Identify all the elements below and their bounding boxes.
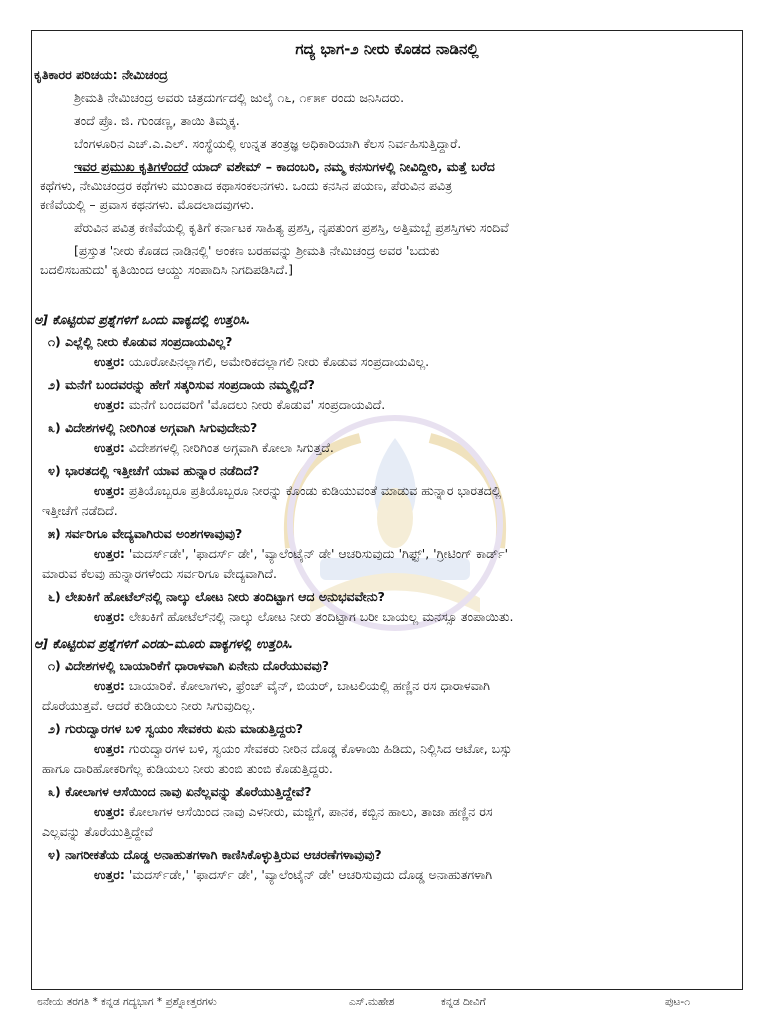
answer-label: ಉತ್ತರ: [94, 440, 125, 455]
source-note-line-1: [ಪ್ರಸ್ತುತ 'ನೀರು ಕೊಡದ ನಾಡಿನಲ್ಲಿ' ಅಂಕಣ ಬರಹವನ್ನು ಶ್ರೀಮತಿ ನೇಮಿಚಂದ್ರ ಅವರ 'ಬದುಕು [74, 243, 440, 258]
question-text: ೪) ಭಾರತದಲ್ಲಿ ಇತ್ತೀಚೆಗೆ ಯಾವ ಹುನ್ನಾರ ನಡೆದಿದೆ? [48, 463, 260, 478]
answer-continuation: ಎಲ್ಲವನ್ನು ತೊರೆಯುತ್ತಿದ್ದೇವೆ [42, 824, 153, 839]
answer-continuation: ಹಾಗೂ ದಾರಿಹೋಕರಿಗೆಲ್ಲ ಕುಡಿಯಲು ನೀರು ತುಂಬಿ ತುಂಬಿ ಕೊಡುತ್ತಿದ್ದರು. [42, 761, 333, 776]
answer-line [34, 866, 740, 884]
author-parents: ತಂದೆ ಪ್ರೊ. ಜಿ. ಗುಂಡಣ್ಣ, ತಾಯಿ ತಿಮ್ಮಕ್ಕ. [74, 113, 240, 128]
author-works-label: ಇವರ ಪ್ರಮುಖ ಕೃತಿಗಳೆಂದರೆ [74, 159, 189, 174]
answer-line [34, 396, 740, 414]
question-text: ೨) ಮನೆಗೆ ಬಂದವರನ್ನು ಹೇಗೆ ಸತ್ಕರಿಸುವ ಸಂಪ್ರದಾಯ ನಮ್ಮಲ್ಲಿದೆ? [48, 377, 315, 392]
answer-line [34, 545, 740, 563]
answer-line [34, 439, 740, 457]
section-a-question-2 [34, 377, 740, 414]
answer-text: ಬಾಯಾರಿಕೆ. ಕೋಲಾಗಳು, ಫ್ರೆಂಚ್ ವೈನ್, ಬಿಯರ್, ಬಾಟಲಿಯಲ್ಲಿ ಹಣ್ಣಿನ ರಸ ಧಾರಾಳವಾಗಿ [128, 678, 490, 693]
answer-label: ಉತ್ತರ: [94, 546, 125, 561]
question-text: ೩) ಕೋಲಾಗಳ ಆಸೆಯಿಂದ ನಾವು ಏನೆಲ್ಲವನ್ನು ತೊರೆಯುತ್ತಿದ್ದೇವೆ? [48, 784, 312, 799]
section-a-question-5 [34, 526, 740, 583]
answer-label: ಉತ್ತರ: [94, 741, 125, 756]
author-intro-heading-line [34, 66, 740, 83]
author-award: ಪೆರುವಿನ ಪವಿತ್ರ ಕಣಿವೆಯಲ್ಲಿ ಕೃತಿಗೆ ಕರ್ನಾಟಕ ಸಾಹಿತ್ಯ ಪ್ರಶಸ್ತಿ, ನೃಪತುಂಗ ಪ್ರಶಸ್ತಿ, ಅತ್ತಿಮಬ್ಬೆ ಪ್ರಶಸ್ತಿಗಳು ಸಂದಿವೆ [74, 220, 509, 235]
section-b-question-2 [34, 721, 740, 778]
answer-continuation: ಇತ್ತೀಚೆಗೆ ನಡೆದಿದೆ. [42, 503, 118, 518]
answer-text: ಯೂರೋಪಿನಲ್ಲಾಗಲಿ, ಅಮೇರಿಕದಲ್ಲಾಗಲಿ ನೀರು ಕೊಡುವ ಸಂಪ್ರದಾಯವಿಲ್ಲ. [128, 354, 430, 369]
answer-label: ಉತ್ತರ: [94, 867, 125, 882]
question-text: ೫) ಸರ್ವರಿಗೂ ವೇದ್ಯವಾಗಿರುವ ಅಂಶಗಳಾವುವು? [48, 526, 243, 541]
answer-line [34, 608, 740, 626]
question-text: ೧) ಎಲ್ಲೆಲ್ಲಿ ನೀರು ಕೊಡುವ ಸಂಪ್ರದಾಯವಿಲ್ಲ? [48, 334, 233, 349]
section-b-question-3 [34, 784, 740, 841]
section-a-question-6 [34, 589, 740, 626]
footer-page-number: ಪುಟ-೧ [665, 996, 691, 1008]
question-text: ೩) ವಿದೇಶಗಳಲ್ಲಿ ನೀರಿಗಿಂತ ಅಗ್ಗವಾಗಿ ಸಿಗುವುದೇನು? [48, 420, 258, 435]
section-a-question-3 [34, 420, 740, 457]
answer-label: ಉತ್ತರ: [94, 354, 125, 369]
answer-text: ಗುರುದ್ವಾರಗಳ ಬಳಿ, ಸ್ವಯಂ ಸೇವಕರು ನೀರಿನ ದೊಡ್ಡ ಕೊಳಾಯಿ ಹಿಡಿದು, ನಿಲ್ಲಿಸಿದ ಆಟೋ, ಬಸ್ಸು [128, 741, 512, 756]
answer-text: ಲೇಖಕಿಗೆ ಹೋಟೆಲ್‌ನಲ್ಲಿ ನಾಲ್ಕು ಲೋಟ ನೀರು ತಂದಿಟ್ಟಾಗ ಬರೀ ಬಾಯಲ್ಲ ಮನಸ್ಸೂ ತಂಪಾಯಿತು. [128, 609, 514, 624]
answer-text: ಕೋಲಾಗಳ ಆಸೆಯಿಂದ ನಾವು ಎಳನೀರು, ಮಜ್ಜಿಗೆ, ಪಾನಕ, ಕಬ್ಬಿನ ಹಾಲು, ತಾಜಾ ಹಣ್ಣಿನ ರಸ [128, 804, 493, 819]
document-body [34, 36, 740, 888]
answer-label: ಉತ್ತರ: [94, 678, 125, 693]
answer-line [34, 353, 740, 371]
question-text: ೬) ಲೇಖಕಿಗೆ ಹೋಟೆಲ್‌ನಲ್ಲಿ ನಾಲ್ಕು ಲೋಟ ನೀರು ತಂದಿಟ್ಟಾಗ ಆದ ಅನುಭವವೇನು? [48, 589, 385, 604]
section-b-question-1 [34, 658, 740, 715]
answer-line [34, 740, 740, 758]
author-name: ನೇಮಿಚಂದ್ರ [122, 67, 168, 82]
answer-text: 'ಮದರ್ಸ್‌ಡೇ,' 'ಫಾದರ್ಸ್ ಡೇ', 'ವ್ಯಾಲೆಂಟೈನ್ ಡೇ' ಆಚರಿಸುವುದು ದೊಡ್ಡ ಅನಾಹುತಗಳಾಗಿ [128, 867, 493, 882]
author-intro-heading: ಕೃತಿಕಾರರ ಪರಿಚಯ: [34, 67, 118, 82]
question-text: ೪) ನಾಗರೀಕತೆಯ ದೊಡ್ಡ ಅನಾಹುತಗಳಾಗಿ ಕಾಣಿಸಿಕೊಳ್ಳುತ್ತಿರುವ ಆಚರಣೆಗಳಾವುವು? [48, 847, 382, 862]
answer-label: ಉತ್ತರ: [94, 609, 125, 624]
footer-class-info: ೮ನೇಯ ತರಗತಿ * ಕನ್ನಡ ಗದ್ಯಭಾಗ * ಪ್ರಶ್ನೋತ್ತರಗಳು [37, 996, 217, 1008]
answer-continuation: ಮಾರುವ ಕೆಲವು ಹುನ್ನಾರಗಳೆಂದು ಸರ್ವರಿಗೂ ವೇದ್ಯವಾಗಿದೆ. [42, 566, 277, 581]
answer-text: ವಿದೇಶಗಳಲ್ಲಿ ನೀರಿಗಿಂತ ಅಗ್ಗವಾಗಿ ಕೋಲಾ ಸಿಗುತ್ತದೆ. [128, 440, 334, 455]
author-birth: ಶ್ರೀಮತಿ ನೇಮಿಚಂದ್ರ ಅವರು ಚಿತ್ರದುರ್ಗದಲ್ಲಿ ಜುಲೈ ೧೬, ೧೯೫೯ ರಂದು ಜನಿಸಿದರು. [74, 90, 405, 105]
answer-text: ಪ್ರತಿಯೊಬ್ಬರೂ ಪ್ರತಿಯೊಬ್ಬರೂ ನೀರನ್ನು ಕೊಂಡು ಕುಡಿಯುವಂತೆ ಮಾಡುವ ಹುನ್ನಾರ ಭಾರತದಲ್ಲಿ [128, 483, 502, 498]
answer-line [34, 803, 740, 821]
section-b-question-4 [34, 847, 740, 884]
page-footer [31, 992, 743, 1016]
source-note-line-2: ಬದಲಿಸಬಹುದು' ಕೃತಿಯಿಂದ ಆಯ್ದು ಸಂಪಾದಿಸಿ ನಿಗದಿಪಡಿಸಿದೆ.] [40, 262, 293, 277]
answer-label: ಉತ್ತರ: [94, 804, 125, 819]
answer-text: ಮನೆಗೆ ಬಂದವರಿಗೆ 'ಮೊದಲು ನೀರು ಕೊಡುವ' ಸಂಪ್ರದಾಯವಿದೆ. [128, 397, 386, 412]
section-b-heading: ಆ] ಕೊಟ್ಟಿರುವ ಪ್ರಶ್ನೆಗಳಿಗೆ ಎರಡು–ಮೂರು ವಾಕ್ಯಗಳಲ್ಲಿ ಉತ್ತರಿಸಿ. [34, 636, 294, 651]
section-a-question-4 [34, 463, 740, 520]
author-works-text-1: ಯಾದ್ ವಶೇಮ್ – ಕಾದಂಬರಿ, ನಮ್ಮ ಕನಸುಗಳಲ್ಲಿ ನೀವಿದ್ದೀರಿ, ಮತ್ತೆ ಬರೆದ [192, 159, 495, 174]
answer-label: ಉತ್ತರ: [94, 397, 125, 412]
question-text: ೨) ಗುರುದ್ವಾರಗಳ ಬಳಿ ಸ್ವಯಂ ಸೇವಕರು ಏನು ಮಾಡುತ್ತಿದ್ದರು? [48, 721, 304, 736]
section-a-heading: ಅ] ಕೊಟ್ಟಿರುವ ಪ್ರಶ್ನೆಗಳಿಗೆ ಒಂದು ವಾಕ್ಯದಲ್ಲಿ ಉತ್ತರಿಸಿ. [34, 312, 251, 327]
answer-label: ಉತ್ತರ: [94, 483, 125, 498]
section-a-question-1 [34, 334, 740, 371]
answer-line [34, 482, 740, 500]
footer-brand: ಕನ್ನಡ ದೀವಿಗೆ [441, 996, 486, 1008]
footer-author: ಎಸ್.ಮಹೇಶ [349, 996, 395, 1008]
author-job: ಬೆಂಗಳೂರಿನ ಎಚ್.ಎ.ಎಲ್. ಸಂಸ್ಥೆಯಲ್ಲಿ ಉನ್ನತ ತಂತ್ರಜ್ಞ ಅಧಿಕಾರಿಯಾಗಿ ಕೆಲಸ ನಿರ್ವಹಿಸುತ್ತಿದ್ದಾರೆ. [74, 136, 462, 151]
lesson-title: ಗದ್ಯ ಭಾಗ-೨ ನೀರು ಕೊಡದ ನಾಡಿನಲ್ಲಿ [295, 40, 479, 58]
author-works-line-2: ಕಥೆಗಳು, ನೇಮಿಚಂದ್ರರ ಕಥೆಗಳು ಮುಂತಾದ ಕಥಾಸಂಕಲನಗಳು. ಒಂದು ಕನಸಿನ ಪಯಣ, ಪೆರುವಿನ ಪವಿತ್ರ [40, 178, 453, 193]
author-works-line-1 [34, 158, 740, 175]
answer-continuation: ದೊರೆಯುತ್ತವೆ. ಆದರೆ ಕುಡಿಯಲು ನೀರು ಸಿಗುವುದಿಲ್ಲ. [42, 698, 256, 713]
author-works-line-3: ಕಣಿವೆಯಲ್ಲಿ – ಪ್ರವಾಸ ಕಥನಗಳು. ಮೊದಲಾದವುಗಳು. [40, 197, 255, 212]
question-text: ೧) ವಿದೇಶಗಳಲ್ಲಿ ಬಾಯಾರಿಕೆಗೆ ಧಾರಾಳವಾಗಿ ಏನೇನು ದೊರೆಯುವವು? [48, 658, 329, 673]
answer-line [34, 677, 740, 695]
answer-text: 'ಮದರ್ಸ್‌ಡೇ', 'ಫಾದರ್ಸ್ ಡೇ', 'ವ್ಯಾಲೆಂಟೈನ್ ಡೇ' ಆಚರಿಸುವುದು 'ಗಿಫ್ಟ್', 'ಗ್ರೀಟಿಂಗ್ ಕಾರ್ಡ್' [128, 546, 509, 561]
